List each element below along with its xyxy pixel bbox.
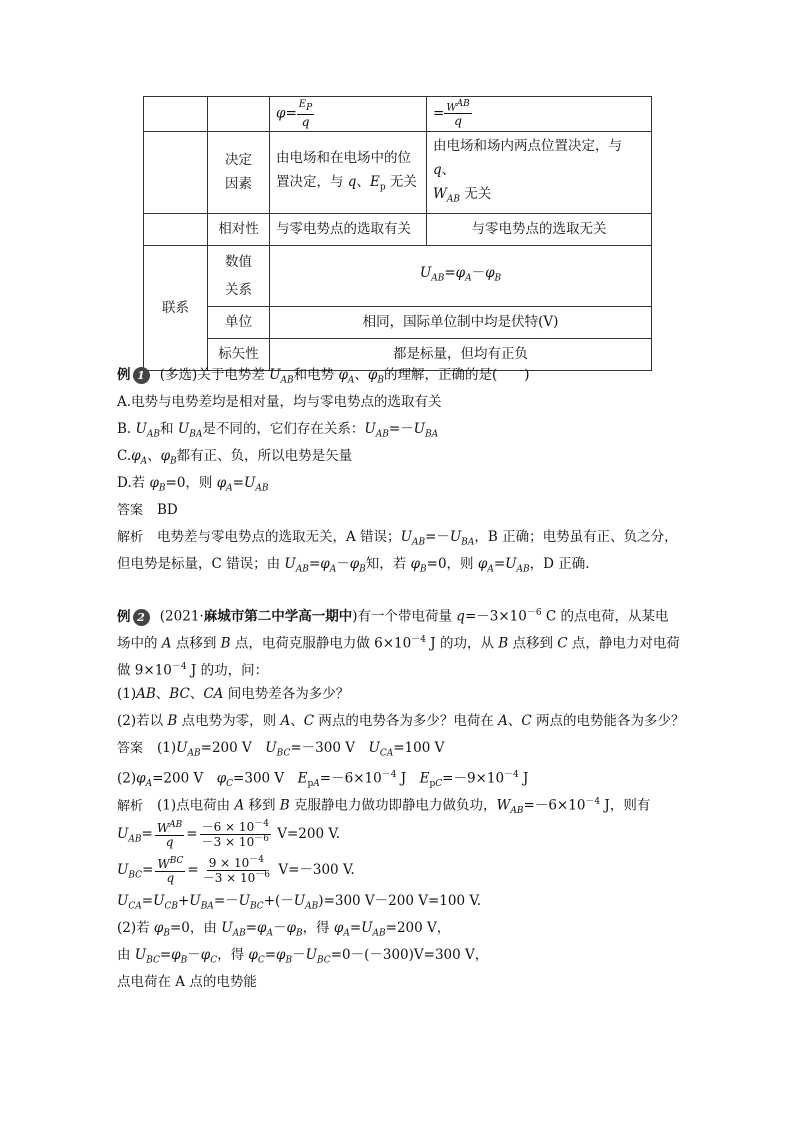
- answer-label: 答案: [117, 503, 144, 518]
- vector-label: 标矢性: [208, 339, 270, 371]
- fraction-ep-q: $\frac{E_P}{q}$: [298, 99, 313, 129]
- analysis-1-line-1: 解析 电势差与零电势点的选取无关，A 错误；$U_{AB}=-U_{BA}$，B 正确；电势虽有正、负之分，: [117, 529, 678, 548]
- option-d: D.若 $\varphi_B=0$，则 $\varphi_A=U_{AB}$: [117, 475, 269, 494]
- example-badge: 例 2: [117, 604, 150, 631]
- unit-content: 相同，国际单位制中均是伏特(V): [270, 307, 652, 339]
- example-2-stem-line-1: 例 2 (2021·麻城市第二中学高一期中)有一个带电荷量 $q=-3\times 10^{-6}$ C 的点电荷，从某电: [117, 600, 677, 627]
- example-badge: 例 1: [117, 362, 150, 389]
- analysis-2-line-7: 点电荷在 A 点的电势能: [117, 974, 257, 990]
- fraction-values-1: $\frac{-6 \times 10^{-4}}{-3 \times 10^{-6}}$: [201, 819, 269, 849]
- fraction-wbc-q: $W^{BC}$ q: [157, 855, 184, 885]
- option-b: B. $U_{AB}$和 $U_{BA}$是不同的，它们存在关系：$U_{AB}=-U_{BA}$: [117, 421, 439, 440]
- fraction-wab-q: $\frac{W^{AB}}{q}$: [446, 98, 470, 129]
- example-1: [117, 362, 677, 578]
- value-content: $U_{AB}=\varphi_A-\varphi_B$: [270, 246, 652, 307]
- fraction-wab-q: $W^{AB}$ q: [156, 819, 183, 849]
- answer-label: 答案: [117, 741, 144, 756]
- analysis-2-line-5: (2)若 $\varphi_B=0$，由 $U_{AB}=\varphi_A-\varphi_B$，得 $\varphi_A=U_{AB}=200$ V，: [117, 920, 451, 939]
- formula-voltage: = $\frac{W^{AB}}{q}$: [427, 97, 652, 132]
- table-row-relative: [144, 214, 652, 246]
- example-number: 1: [133, 367, 150, 384]
- analysis-label: 解析: [117, 530, 144, 545]
- analysis-2-line-3: $U_{BC}=$ $W^{BC}$ q = $\frac{9 \times 10^{-4}}{-3 \times 10^{-6}}$ V=－300 V.: [117, 855, 355, 885]
- answer-2-line-2: $(2)\varphi_A=200$ V $\varphi_C=300$ V $E_{pA}=-6\times 10^{-4}$ J $E_{pC}=-9\times 10^{-4}$ J: [117, 770, 529, 790]
- analysis-label: 解析: [117, 798, 144, 814]
- analysis-1-line-2: 但电势是标量，C 错误；由 $U_{AB}=\varphi_A-\varphi_B$知，若 $\varphi_B=0$，则 $\varphi_A=U_{AB}$，D 正确.: [117, 556, 590, 575]
- option-c: $C.\varphi_A$、$\varphi_B$都有正、负，所以电势是矢量: [117, 448, 353, 467]
- example-1-stem: 例 1 (多选)关于电势差 $U_{AB}$和电势 $\varphi_A$、$\varphi_B$的理解，正确的是( ): [117, 362, 677, 389]
- fraction-values-2: $\frac{9 \times 10^{-4}}{-3 \times 10^{-6}}$: [202, 855, 271, 885]
- table-cell-empty: [144, 131, 208, 214]
- comparison-table: [143, 96, 652, 371]
- question-1: (1)AB、BC、CA 间电势差各为多少？: [117, 686, 350, 702]
- analysis-2-line-2: $U_{AB}=$ $W^{AB}$ q = $\frac{-6 \times 10^{-4}}{-3 \times 10^{-6}}$ V=200 V.: [117, 819, 341, 849]
- answer-value: BD: [157, 502, 178, 518]
- example-2-stem-line-3: 做 $9\times 10^{-4}$ J 的功，问：: [117, 662, 269, 679]
- table-cell-empty: [144, 97, 208, 132]
- table-row-value: [144, 246, 652, 307]
- relative-left: 与零电势点的选取有关: [270, 214, 427, 246]
- phi-symbol: φ: [276, 105, 286, 122]
- example-2-stem-line-2: 场中的 A 点移到 B 点，电荷克服静电力做 $6\times 10^{-4}$ J 的功，从 B 点移到 C 点，静电力对电荷: [117, 635, 680, 652]
- example-2: [117, 600, 685, 996]
- answer-1: [117, 497, 677, 524]
- example-number: 2: [133, 609, 150, 626]
- decide-label: 决定 因素: [208, 131, 270, 214]
- table-row-formula: [144, 97, 652, 132]
- analysis-2-line-4: $U_{CA}=U_{CB}+U_{BA}=-U_{BC}+(-U_{AB})=300$ V－200 V=100 V.: [117, 893, 482, 912]
- table-cell-empty: [208, 97, 270, 132]
- vector-content: 都是标量，但均有正负: [270, 339, 652, 371]
- answer-2-line-1: 答案 $(1)U_{AB}=200$ V $U_{BC}=-300$ V $U_{CA}=100$ V: [117, 740, 445, 759]
- group-label: 联系: [144, 246, 208, 371]
- option-a: A.电势与电势差均是相对量，均与零电势点的选取有关: [117, 394, 442, 410]
- relative-right: 与零电势点的选取无关: [427, 214, 652, 246]
- decide-left: 由电场和在电场中的位置决定，与 q、$E_p$ 无关: [270, 131, 427, 214]
- relative-label: 相对性: [208, 214, 270, 246]
- table-row-decide: [144, 131, 652, 214]
- unit-label: 单位: [208, 307, 270, 339]
- table-row-unit: [144, 307, 652, 339]
- table-cell-empty: [144, 214, 208, 246]
- analysis-2-line-1: 解析 (1)点电荷由 A 移到 B 克服静电力做功即静电力做负功，$W_{AB}=-6\times 10^{-4}$ J，则有: [117, 797, 651, 817]
- decide-right: 由电场和场内两点位置决定，与 q、 $W_{AB}$ 无关: [427, 131, 652, 214]
- analysis-2-line-6: 由 $U_{BC}=\varphi_B-\varphi_C$，得 $\varphi_C=\varphi_B-U_{BC}=0-(-300)V=300$ V，: [117, 947, 489, 966]
- formula-potential: φ= $\frac{E_P}{q}$: [270, 97, 427, 132]
- value-label: 数值 关系: [208, 246, 270, 307]
- question-2: (2)若以 B 点电势为零，则 A、C 两点的电势各为多少？电荷在 A、C 两点的电势能各为多少？: [117, 713, 685, 729]
